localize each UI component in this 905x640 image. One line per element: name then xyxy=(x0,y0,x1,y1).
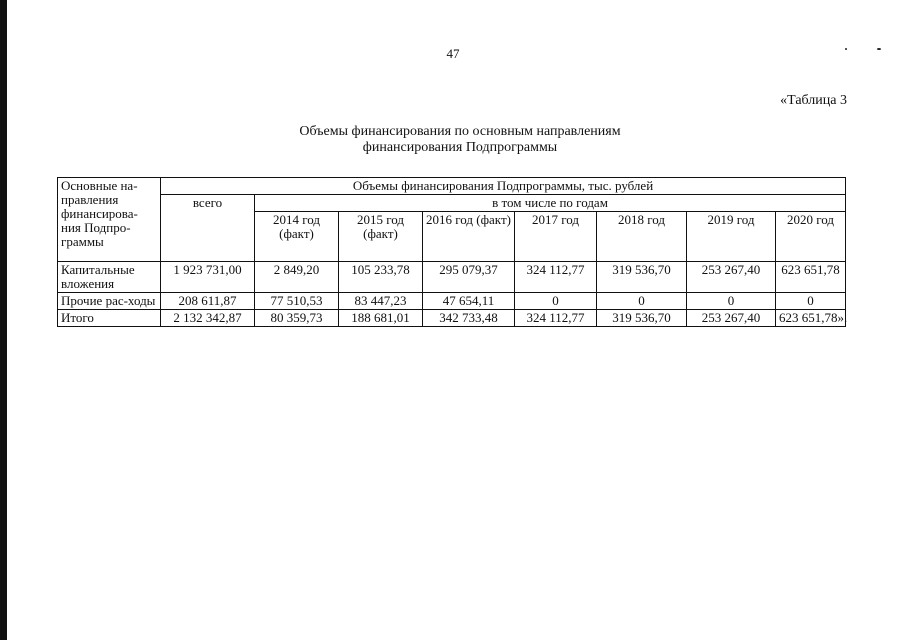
total-header: всего xyxy=(161,195,255,262)
row-total: 1 923 731,00 xyxy=(161,262,255,293)
cell-value: 324 112,77 xyxy=(515,262,597,293)
table-row xyxy=(58,262,846,293)
cell-value: 83 447,23 xyxy=(339,293,423,310)
header-row-2 xyxy=(58,195,846,212)
cell-value: 342 733,48 xyxy=(423,310,515,327)
row-name: Капитальные вложения xyxy=(58,262,161,293)
financing-table xyxy=(57,177,846,327)
year-header: 2017 год xyxy=(515,212,597,262)
page-number: 47 xyxy=(446,46,460,61)
cell-value: 0 xyxy=(515,293,597,310)
corner-header: Основные на-правления финансирова-ния Подпро-граммы xyxy=(58,178,161,262)
cell-value: 188 681,01 xyxy=(339,310,423,327)
row-name: Прочие рас-ходы xyxy=(58,293,161,310)
cell-value: 324 112,77 xyxy=(515,310,597,327)
cell-value: 0 xyxy=(687,293,776,310)
year-header: 2020 год xyxy=(776,212,846,262)
table-title-line-2: финансирования Подпрограммы xyxy=(362,140,558,155)
cell-value: 105 233,78 xyxy=(339,262,423,293)
cell-value: 2 849,20 xyxy=(255,262,339,293)
year-header: 2015 год (факт) xyxy=(339,212,423,262)
cell-value: 295 079,37 xyxy=(423,262,515,293)
table-title xyxy=(220,124,700,156)
year-header: 2016 год (факт) xyxy=(423,212,515,262)
cell-value: 0 xyxy=(597,293,687,310)
cell-value: 623 651,78». xyxy=(776,310,846,327)
table-row xyxy=(58,310,846,327)
cell-value: 319 536,70 xyxy=(597,310,687,327)
row-total: 2 132 342,87 xyxy=(161,310,255,327)
table-row xyxy=(58,293,846,310)
scan-left-edge xyxy=(0,0,7,640)
table-title-line-1: Объемы финансирования по основным направлениям xyxy=(299,124,621,139)
cell-value: 0 xyxy=(776,293,846,310)
cell-value: 253 267,40 xyxy=(687,262,776,293)
cell-value: 80 359,73 xyxy=(255,310,339,327)
group-header: Объемы финансирования Подпрограммы, тыс. рублей xyxy=(161,178,846,195)
cell-value: 77 510,53 xyxy=(255,293,339,310)
cell-value: 47 654,11 xyxy=(423,293,515,310)
scan-speck xyxy=(845,48,847,50)
year-header: 2019 год xyxy=(687,212,776,262)
scan-speck xyxy=(877,48,881,50)
table-label: «Таблица 3 xyxy=(780,93,847,108)
cell-value: 623 651,78 xyxy=(776,262,846,293)
row-total: 208 611,87 xyxy=(161,293,255,310)
cell-value: 253 267,40 xyxy=(687,310,776,327)
row-name: Итого xyxy=(58,310,161,327)
years-group-header: в том числе по годам xyxy=(255,195,846,212)
year-header: 2014 год (факт) xyxy=(255,212,339,262)
year-header: 2018 год xyxy=(597,212,687,262)
header-row-1 xyxy=(58,178,846,195)
cell-value: 319 536,70 xyxy=(597,262,687,293)
